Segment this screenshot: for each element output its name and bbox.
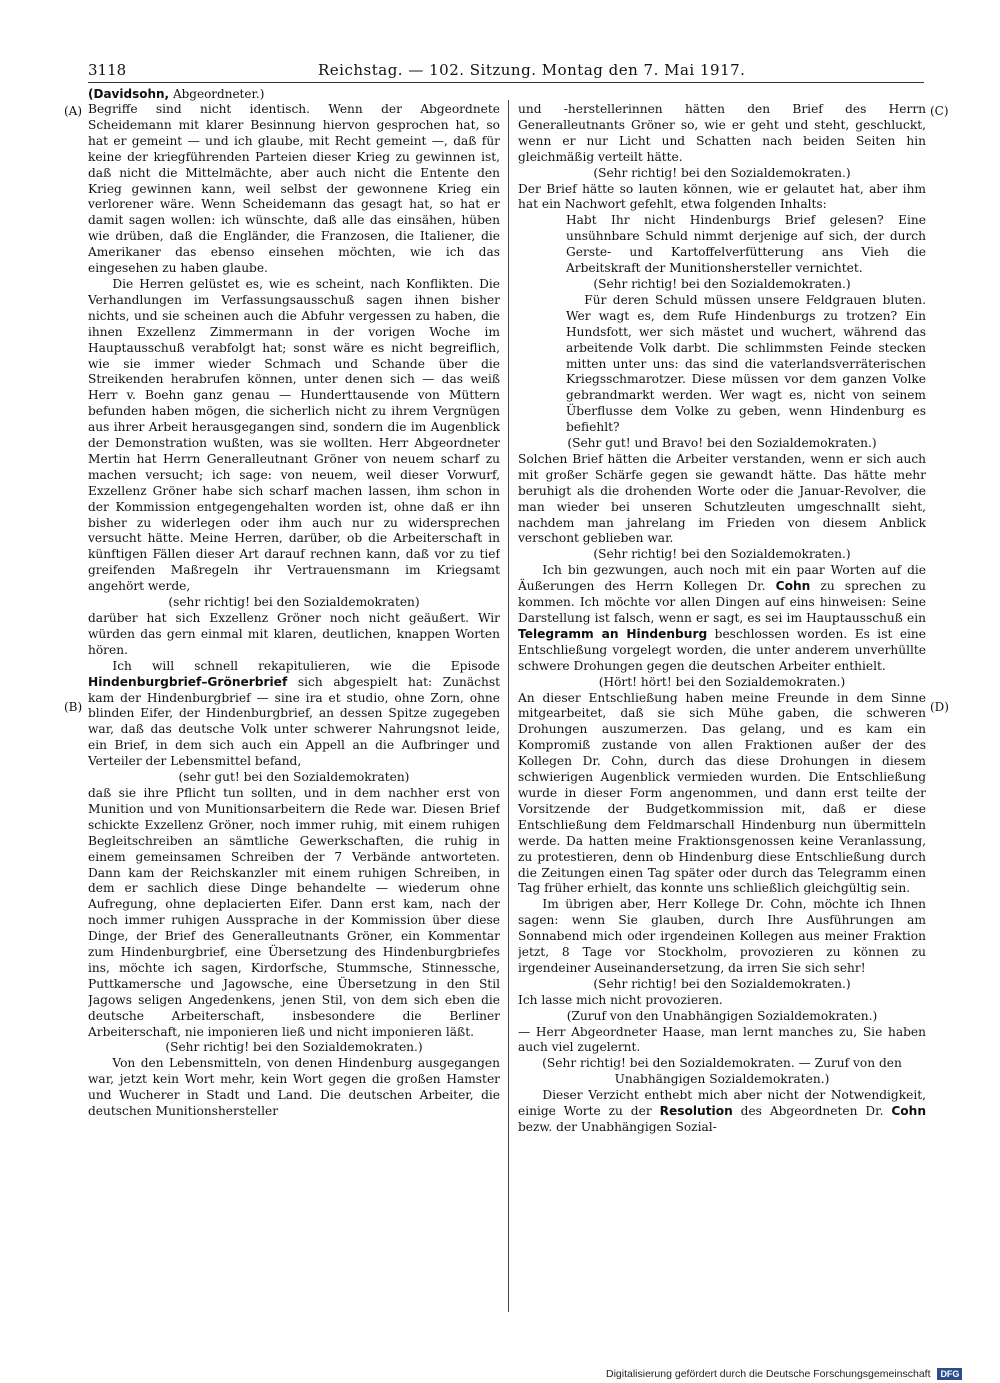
speaker-line [88,86,264,102]
interjection: (Sehr gut! und Bravo! bei den Sozialdemokraten.) [567,436,877,451]
paragraph: — Herr Abgeordneter Haase, man lernt manches zu, Sie haben auch viel zugelernt. [518,1024,926,1055]
paragraph: Dieser Verzicht enthebt mich aber nicht der Notwendigkeit, einige Worte zu der Resolution des Abgeordneten Dr. Cohn bezw. der Unabhängigen Sozial- [518,1088,926,1134]
paragraph: Die Herren gelüstet es, wie es scheint, nach Konflikten. Die Verhandlungen im Verfassungsausschuß sagen ihnen bisher nichts, und sie scheinen auch die Abfuhr vergessen zu haben, die ihnen Exzellenz Zimmermann in der vorigen Woche im Hauptausschuß verabfolgt hat; sonst wäre es nicht begreiflich, wie sie immer wieder Schmach und Schande über die Streikenden herabrufen können, unter denen sich — das weiß Herr v. Boehn ganz genau — Hunderttausende von Müttern befunden haben mögen, die sicherlich nicht zu ihrem Vergnügen aus ihrer Arbeit herausgegangen sind, sondern die im Augenblick der Demonstration wußten, was sie wollten. Herr Abgeordneter Mertin hat Herrn Generalleutnant Gröner von neuem scharf zu machen versucht; ich sage: von neuem, weil dieser Vorwurf, Exzellenz Gröner habe sich scharf machen lassen, ihm schon in der Kommission entgegengehalten worden ist, ohne daß er ihn bisher zu widerlegen oder ihm auch nur zu widersprechen versucht hätte. Meine Herren, darüber, ob die Arbeiterschaft in künftigen Fällen dieser Art darauf rechnen kann, daß vor zu tief greifenden Maßregeln ihr Vertrauensmann im Kriegsamt angehört werde, [88,276,500,594]
interjection: (sehr richtig! bei den Sozialdemokraten) [168,595,420,610]
paragraph: An dieser Entschließung haben meine Freunde in dem Sinne mitgearbeitet, daß sie sich Mühe gaben, die schweren Drohungen auszumerzen. Das gelang, und es kam ein Kompromiß zustande von allen Fraktionen außer der des Kollegen Dr. Cohn, durch das diese Drohungen in diesem schwierigen Augenblick vermieden wurden. Die Entschließung wurde in dieser Form angenommen, und dann erst teilte der Vorsitzende der Budgetkommission mit, daß er diese Entschließung dem Feldmarschall Hindenburg nun übermitteln werde. Da hatten meine Fraktionsgenossen keine Veranlassung, zu protestieren, denn ob Hindenburg diese Entschließung durch die Zeitungen einen Tag später oder durch das Telegramm einen Tag früher erhielt, das konnte uns schließlich gleichgültig sein. [518,690,926,896]
paragraph: und -herstellerinnen hätten den Brief des Herrn Generalleutnants Gröner so, wie er geht und steht, geschluckt, wenn er nur Licht und Schatten nach beiden Seiten hin gleichmäßig verteilt hätte. [518,102,926,164]
page-number: 3118 [88,61,127,79]
paragraph: Der Brief hätte so lauten können, wie er gelautet hat, aber ihm hat ein Nachwort gefehlt, etwa folgenden Inhalts: [518,181,926,212]
interjection: (Sehr richtig! bei den Sozialdemokraten.) [593,547,851,562]
paragraph: daß sie ihre Pflicht tun sollten, und in dem nachher erst von Munition und von Munitionsarbeitern die Rede war. Diesen Brief schickte Exzellenz Gröner, noch immer ruhig, mit einem ruhigen Begleitschreiben an sämtliche Gewerkschaften, die ruhig in einem gemeinsamen Schreiben der 7 Verbände antworteten. Dann kam der Reichskanzler mit einem ruhigen Schreiben, in dem er sachlich diese Dinge behandelte — wiederum ohne Aufregung, ohne deplacierten Eifer. Dann erst kam, nach der noch immer ruhigen Aussprache in der Kommission über diese Dinge, der Brief des Generalleutnants Gröner, ein Kommentar zum Hindenburgbrief, eine Übersetzung des Hindenburgbriefes ins, möchte ich sagen, Kirdorfsche, Stummsche, Stinnessche, Puttkamersche und Jagowsche, eine Übersetzung in den Stil Jagows seligen Angedenkens, jenen Stil, von dem sich eben die deutsche Arbeiterschaft, insbesondere die Berliner Arbeiterschaft, nie imponieren ließ und nicht imponieren läßt. [88,785,500,1039]
quoted-letter: Habt Ihr nicht Hindenburgs Brief gelesen? Eine unsühnbare Schuld nimmt derjenige auf sich, der durch Gerste- und Kartoffelverfütterung ans Vieh die Arbeitskraft der Munitionshersteller vernichtet. [566,213,926,276]
column-divider [508,100,509,1312]
margin-marker-a: (A) [64,104,83,118]
interjection: (Sehr richtig! bei den Sozialdemokraten. — Zuruf von den Unabhängigen Sozialdemokraten.) [542,1056,902,1087]
paragraph: Ich lasse mich nicht provozieren. [518,992,723,1007]
interjection: (Sehr richtig! bei den Sozialdemokraten.) [593,165,851,180]
emphasis-text: Telegramm an Hindenburg [518,626,708,641]
left-column [88,102,500,1314]
interjection: (Sehr richtig! bei den Sozialdemokraten.) [593,276,851,291]
right-column [518,102,926,1314]
paragraph: Von den Lebensmitteln, von denen Hindenburg ausgegangen war, jetzt kein Wort mehr, kein Wort gegen die großen Hamster und Wucherer in Stadt und Land. Die deutschen Arbeiter, die deutschen Munitionshersteller [88,1056,500,1119]
margin-marker-b: (B) [64,700,83,714]
emphasis-text: Cohn [775,579,811,594]
margin-marker-c: (C) [930,104,949,118]
emphasis-text: Cohn [891,1104,926,1119]
speaker-role: Abgeordneter.) [172,87,265,101]
speaker-name: (Davidsohn, [88,87,170,101]
page-header [88,58,924,82]
paragraph: Ich bin gezwungen, auch noch mit ein paar Worten auf die Äußerungen des Herrn Kollegen Dr. Cohn zu sprechen zu kommen. Ich möchte vor allen Dingen auf eins hinweisen: Seine Darstellung ist falsch, wenn er sagt, es sei im Hauptausschuß ein Telegramm an Hindenburg beschlossen worden. Es ist eine Entschließung vorgelegt worden, die unter anderem unverhüllte schwere Drohungen gegen die deutschen Arbeiter enthielt. [518,563,926,673]
paragraph: Im übrigen aber, Herr Kollege Dr. Cohn, möchte ich Ihnen sagen: wenn Sie glauben, durch Ihre Ausführungen am Sonnabend mich oder irgendeinen Kollegen aus meiner Fraktion jetzt, 8 Tage vor Stockholm, provozieren zu können zu irgendeiner Auseinandersetzung, da irren Sie sich sehr! [518,897,926,975]
margin-marker-d: (D) [930,700,949,714]
paragraph: darüber hat sich Exzellenz Gröner noch nicht geäußert. Wir würden das gern einmal mit klaren, deutlichen, knappen Worten hören. [88,611,500,657]
emphasis-text: Hindenburgbrief–Grönerbrief [88,674,288,689]
interjection: (Hört! hört! bei den Sozialdemokraten.) [598,674,846,689]
paragraph: Begriffe sind nicht identisch. Wenn der Abgeordnete Scheidemann mit klarer Besinnung hiervon gesprochen hat, so hat er gemeint — und ich glaube, mit Recht gemeint —, daß für keine der kriegführenden Parteien dieser Krieg zu gewinnen ist, daß nicht die Mittelmächte, aber auch nicht die Entente den Krieg gewinnen kann, weil selbst der gewonnene Krieg ein verlorener wäre. Wenn Scheidemann das gesagt hat, so hat er damit sagen wollen: ich wünschte, daß alle das einsähen, hüben wie drüben, daß die Engländer, die Franzosen, die Italiener, die Amerikaner das ebenso einsehen möchten, wie ich das eingesehen zu haben glaube. [88,102,500,276]
interjection: (sehr gut! bei den Sozialdemokraten) [178,770,410,785]
footer-text: Digitalisierung gefördert durch die Deutsche Forschungsgemeinschaft [606,1368,931,1380]
paragraph: Solchen Brief hätten die Arbeiter verstanden, wenn er sich auch mit großer Schärfe gegen sie gewandt hätte. Das hätte mehr beruhigt als die drohenden Worte oder die Januar-Revolver, die man wieder bei unseren Schutzleuten umgeschnallt sieht, nachdem man jahrelang im Frieden von diesem Anblick verschont geblieben war. [518,451,926,546]
emphasis-text: Resolution [659,1104,733,1119]
interjection: (Sehr richtig! bei den Sozialdemokraten.) [165,1040,423,1055]
dfg-logo: DFG [937,1368,962,1380]
funding-footer [606,1368,962,1380]
quoted-letter: Für deren Schuld müssen unsere Feldgrauen bluten. Wer wagt es, dem Rufe Hindenburgs zu trotzen? Ein Hundsfott, wer sich mästet und wuchert, während das arbeitende Volk darbt. Die schlimmsten Feinde stecken mitten unter uns: das sind die vaterlandsverräterischen Kriegsschmarotzer. Diese müssen vor dem ganzen Volke gebrandmarkt werden. Wer wagt es, nicht von seinem Überflusse dem Volke zu geben, wenn Hindenburg es befiehlt? [566,292,926,435]
interjection: (Zuruf von den Unabhängigen Sozialdemokraten.) [566,1008,878,1023]
interjection: (Sehr richtig! bei den Sozialdemokraten.) [593,976,851,991]
running-title: Reichstag. — 102. Sitzung. Montag den 7. Mai 1917. [318,61,746,79]
paragraph: Ich will schnell rekapitulieren, wie die Episode Hindenburgbrief–Grönerbrief sich abgespielt hat: Zunächst kam der Hindenburgbrief — sine ira et studio, ohne Zorn, ohne blinden Eifer, der Hindenburgbrief, an dessen Spitze zugegeben war, daß das deutsche Volk unter schwerer Nahrungsnot leide, ein Brief, in dem sich auch ein Appell an die Aufbringer und Verteiler der Lebensmittel befand, [88,658,500,769]
header-rule [88,82,924,83]
